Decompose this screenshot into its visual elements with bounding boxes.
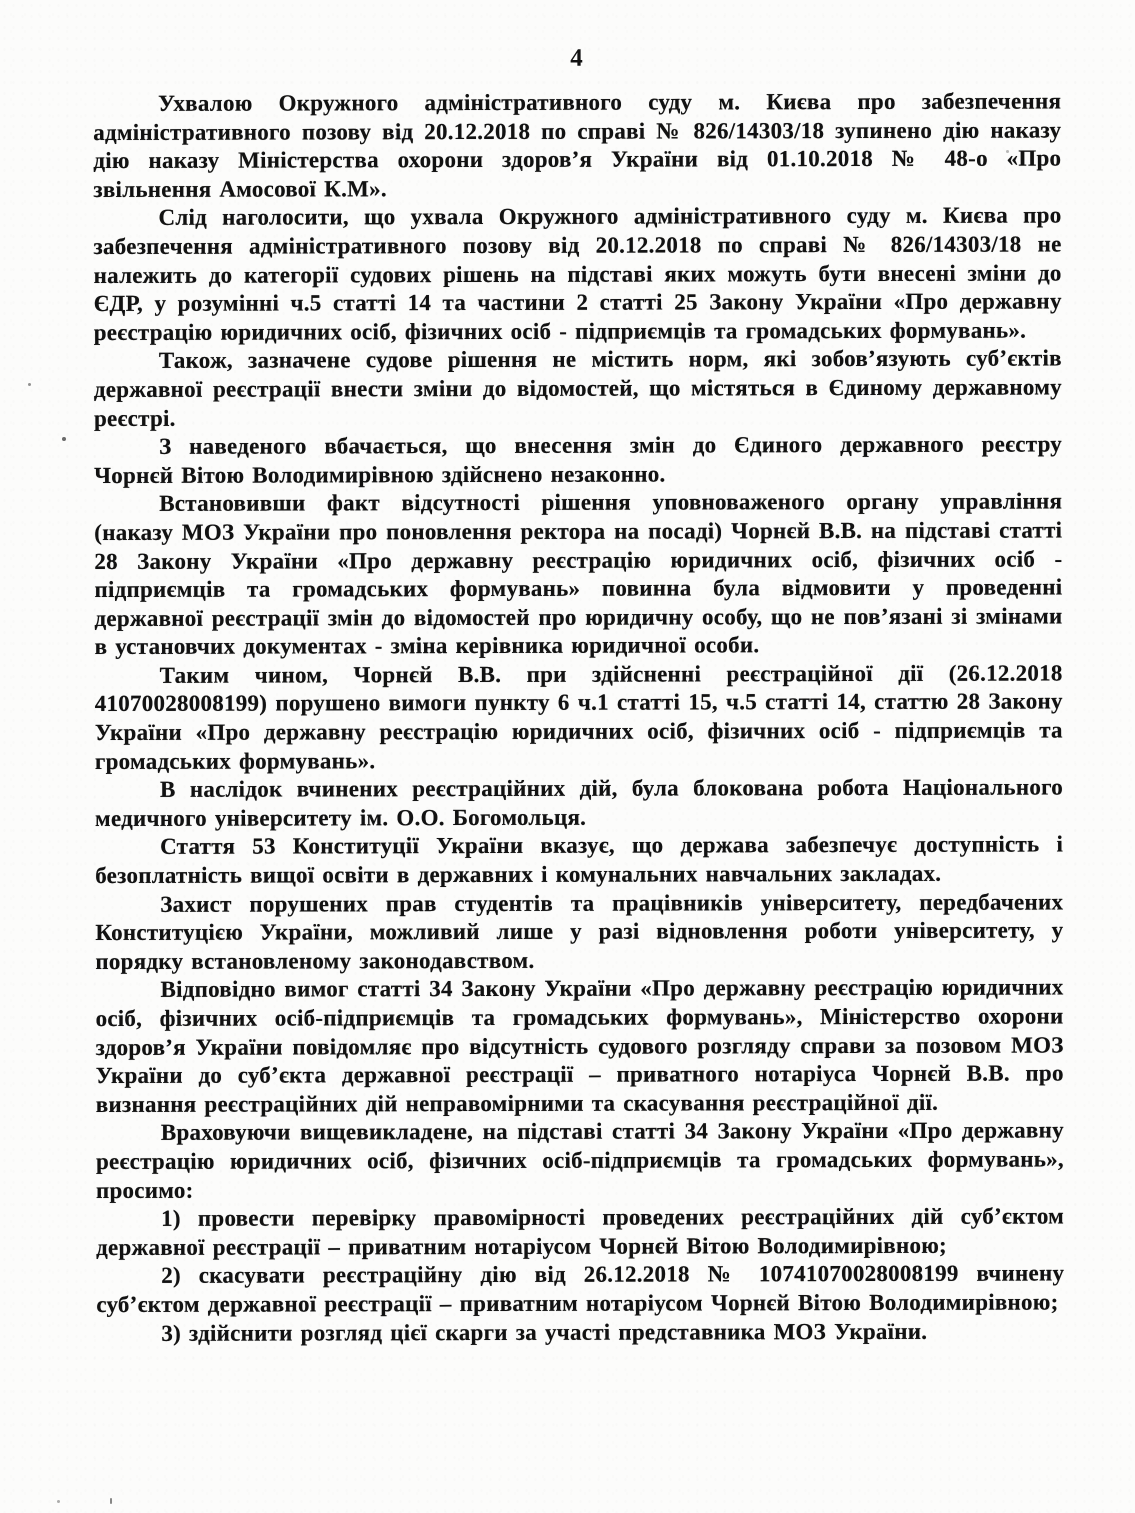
paragraph-rights-protection: Захист порушених прав студентів та працівників університету, передбачених Конституцією України, можливий лише у разі відновлення роботи університету, у порядку встановленому законодавством. [95, 889, 1064, 974]
paragraph-illegal-changes: З наведеного вбачається, що внесення змін до Єдиного державного реєстру Чорнєй Вітою Володимирівною здійснено незаконно. [94, 431, 1063, 488]
request-item-1: 1) провести перевірку правомірності проведених реєстраційних дій суб’єктом державної реєстрації – приватним нотаріусом Чорнєй Вітою Володимирівною; [96, 1203, 1065, 1260]
document-body [93, 87, 1064, 1348]
paragraph-court-ruling: Ухвалою Окружного адміністративного суду м. Києва про забезпечення адміністративного позову від 20.12.2018 по справі № 826/14303/18 зупинено дію наказу дію наказу Міністерства охорони здоров’я України від 01.10.2018 № 48-о «Про звільнення Амосової К.М». [93, 88, 1062, 202]
page-content [93, 43, 1064, 1348]
scan-speck [28, 383, 31, 386]
scan-speck [57, 1500, 60, 1503]
paragraph-university-blocked: В наслідок вчинених реєстраційних дій, була блокована робота Національного медичного університету ім. О.О. Богомольця. [94, 774, 1063, 831]
paragraph-request-intro: Враховуючи вищевикладене, на підставі статті 34 Закону України «Про державну реєстрацію юридичних осіб, фізичних осіб-підприємців та громадських формувань», просимо: [95, 1117, 1064, 1203]
paragraph-violations: Таким чином, Чорнєй В.В. при здійсненні реєстраційної дії (26.12.2018 41070028008199) порушено вимоги пункту 6 ч.1 статті 15, ч.5 статті 14, статтю 28 Закону України «Про державну реєстрацію юридичних осіб, фізичних осіб - підприємців та громадських формувань». [94, 660, 1063, 774]
paragraph-ruling-clarification: Слід наголосити, що ухвала Окружного адміністративного суду м. Києва про забезпечення адміністративного позову від 20.12.2018 по справі № 826/14303/18 не належить до категорії судових рішень на підставі яких можуть бути внесені зміни до ЄДР, у розумінні ч.5 статті 14 та частини 2 статті 25 Закону України «Про державну реєстрацію юридичних осіб, фізичних осіб - підприємців та громадських формувань». [93, 202, 1062, 345]
paragraph-fact-established: Встановивши факт відсутності рішення уповноваженого органу управління (наказу МОЗ України про поновлення ректора на посаді) Чорнєй В.В. на підставі статті 28 Закону України «Про державну реєстрацію юридичних осіб, фізичних осіб - підприємців та громадських формувань» повинна була відмовити у проведенні державної реєстрації змін до відомостей про юридичну особу, що не пов’язані зі змінами в установчих документах - зміна керівника юридичної особи. [94, 488, 1063, 660]
scan-speck [62, 437, 66, 441]
scan-speck [110, 1498, 112, 1504]
request-item-3: 3) здійснити розгляд цієї скарги за участі представника МОЗ України. [161, 1318, 928, 1346]
request-item-2: 2) скасувати реєстраційну дію від 26.12.2018 № 10741070028008199 вчинену суб’єктом державної реєстрації – приватним нотаріусом Чорнєй Вітою Володимирівною; [96, 1260, 1065, 1317]
page-number: 4 [570, 44, 584, 72]
paragraph-art34-notification: Відповідно вимог статті 34 Закону України «Про державну реєстрацію юридичних осіб, фізичних осіб-підприємців та громадських формувань», Міністерство охорони здоров’я України повідомляє про відсутність судового розгляду справи за позовом МОЗ України до суб’єкта державної реєстрації – приватного нотаріуса Чорнєй В.В. про визнання реєстраційних дій неправомірними та скасування реєстраційної дії. [95, 974, 1064, 1117]
paragraph-no-norms: Також, зазначене судове рішення не містить норм, які зобов’язують суб’єктів державної реєстрації внести зміни до відомостей, що містяться в Єдиному державному реєстрі. [93, 345, 1062, 431]
paragraph-constitution-art53: Стаття 53 Конституції України вказує, що держава забезпечує доступність і безоплатність вищої освіти в державних і комунальних навчальних закладах. [95, 831, 1064, 889]
